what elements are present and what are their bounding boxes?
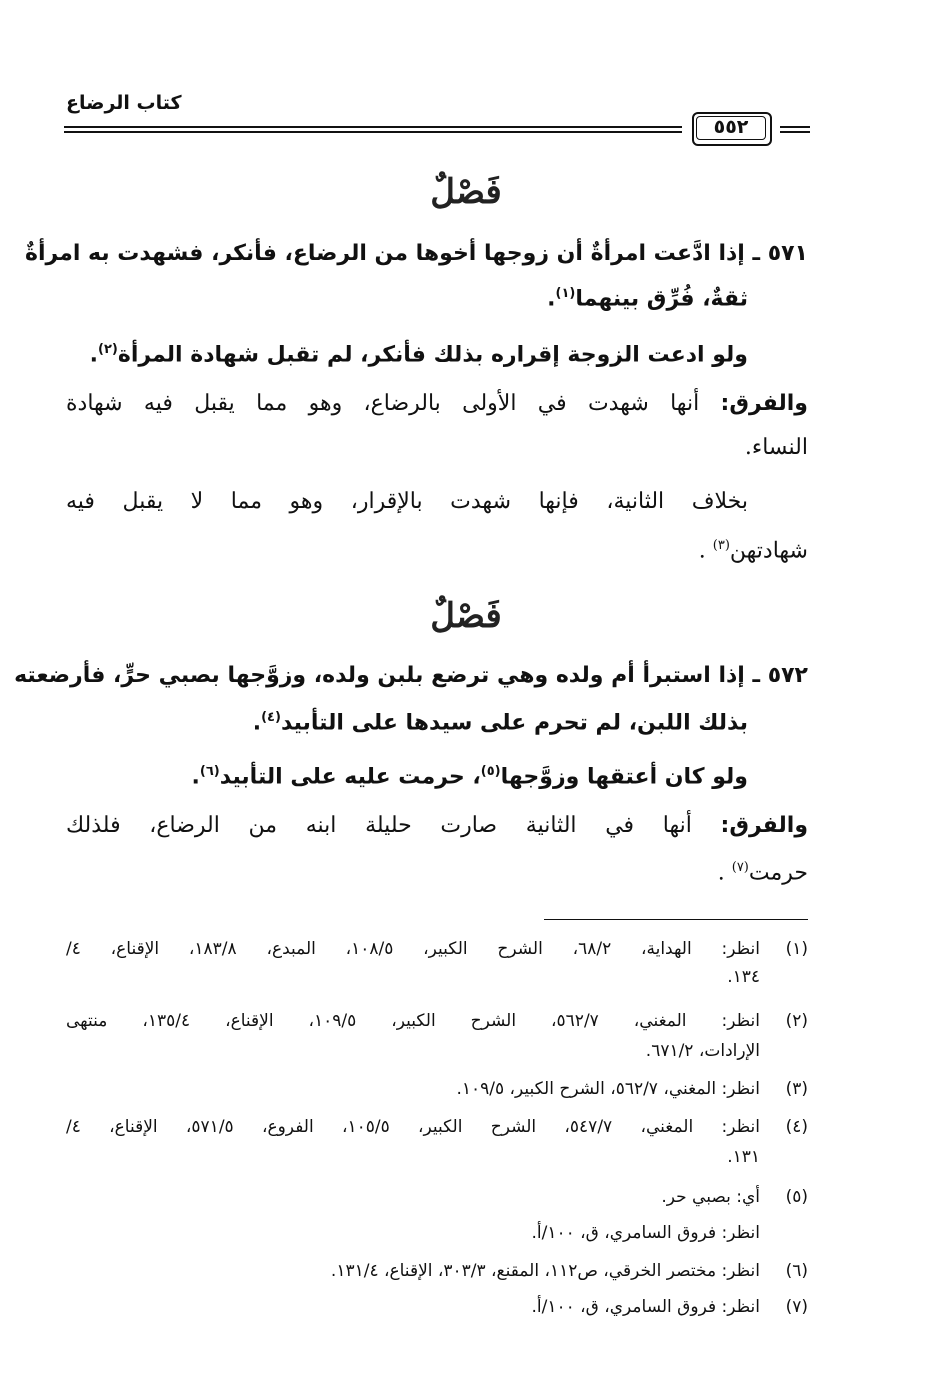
running-title: كتاب الرضاع [66,92,182,114]
item-571-line-2: ثقةٌ، فُرِّق بينهما$^{(١)}$. [547,286,748,312]
section-heading: فَصْلٌ [430,596,502,636]
header-rule [780,131,810,133]
footnote-text: انظر: الهداية، ٦٨/٢، الشرح الكبير، ١٠٨/٥، المبدع، ١٨٣/٨، الإقناع، ٤/ [66,939,760,959]
farq-line-4: شهادتهن$^{(٣)}$ . [698,538,808,564]
header-rule [780,126,810,128]
footnote-text: انظر: المغني، ٥٦٢/٧، الشرح الكبير، ١٠٩/٥، الإقناع، ١٣٥/٤، منتهى [66,1011,760,1031]
header-rule [64,126,682,128]
farq-line-2: حرمت$^{(٧)}$ . [717,860,808,886]
item-571-line-1 [25,238,808,270]
footnote-text: انظر: مختصر الخرقي، ص١١٢، المقنع، ٣٠٣/٣، الإقناع، ١٣١/٤. [330,1261,760,1281]
footnote-text: انظر: فروق السامري، ق، ١٠٠/أ. [531,1223,760,1243]
footnote-ref: (٧) [731,860,749,875]
item-571-paragraph-2: ولو ادعت الزوجة إقراره بذلك فأنكر، لم تقبل شهادة المرأة$^{(٢)}$. [89,342,748,368]
item-number: ٥٧١ ـ [752,241,808,266]
item-text: إذا استبرأ أم ولده وهي ترضع بلبن ولده، وزوَّجها بصبي حرٍّ، فأرضعته [14,663,745,688]
farq-label: والفرق: [720,391,808,416]
footnote-text: انظر: المغني، ٥٦٢/٧، الشرح الكبير، ١٠٩/٥. [456,1079,760,1099]
farq-line-2: النساء. [744,435,808,460]
footnote-text: أي: بصبي حر. [661,1187,760,1207]
footnote-ref: (٤) [261,710,281,725]
footnote-ref: (٣) [712,538,730,553]
item-572-line-1 [14,660,808,692]
footnote-mark: (٢) [785,1011,808,1031]
item-572-paragraph-2: ولو كان أعتقها وزوَّجها$^{(٥)}$، حرمت عليه على التأبيد$^{(٦)}$. [191,764,748,790]
footnote-mark: (٤) [785,1117,808,1137]
item-number: ٥٧٢ ـ [752,663,808,688]
header-rule [64,131,682,133]
farq-line-3: بخلاف الثانية، فإنها شهدت بالإقرار، وهو مما لا يقبل فيه [66,489,748,514]
farq-line-1: والفرق: أنها في الثانية صارت حليلة ابنه من الرضاع، فلذلك [66,813,808,838]
farq-line-1: والفرق: أنها شهدت في الأولى بالرضاع، وهو مما يقبل فيه شهادة [66,391,808,416]
footnote-ref: (٢) [97,342,118,357]
page-number-box [686,108,776,148]
footnote-text: ١٣١. [727,1147,760,1167]
footnote-mark: (٦) [785,1261,808,1281]
footnote-mark: (٣) [785,1079,808,1099]
footnote-text: الإرادات، ٦٧١/٢. [645,1041,760,1061]
footnote-mark: (٥) [785,1187,808,1207]
item-572-line-2: بذلك اللبن، لم تحرم على سيدها على التأبيد$^{(٤)}$. [252,710,748,736]
footnote-text: انظر: فروق السامري، ق، ١٠٠/أ. [531,1297,760,1317]
footnote-separator [544,919,808,920]
item-text: إذا ادَّعت امرأةٌ أن زوجها أخوها من الرضاع، فأنكر، فشهدت به امرأةٌ [25,241,745,266]
footnote-text: ١٣٤. [727,967,760,987]
footnote-mark: (٧) [785,1297,808,1317]
footnote-ref: (٥) [480,764,501,779]
section-heading: فَصْلٌ [430,172,502,212]
footnote-mark: (١) [785,939,808,959]
page-number: ٥٥٢ [713,116,749,138]
footnote-ref: (١) [555,286,576,301]
footnote-text: انظر: المغني، ٥٤٧/٧، الشرح الكبير، ١٠٥/٥، الفروع، ٥٧١/٥، الإقناع، ٤/ [66,1117,760,1137]
footnote-ref: (٦) [199,764,220,779]
farq-label: والفرق: [720,813,808,838]
